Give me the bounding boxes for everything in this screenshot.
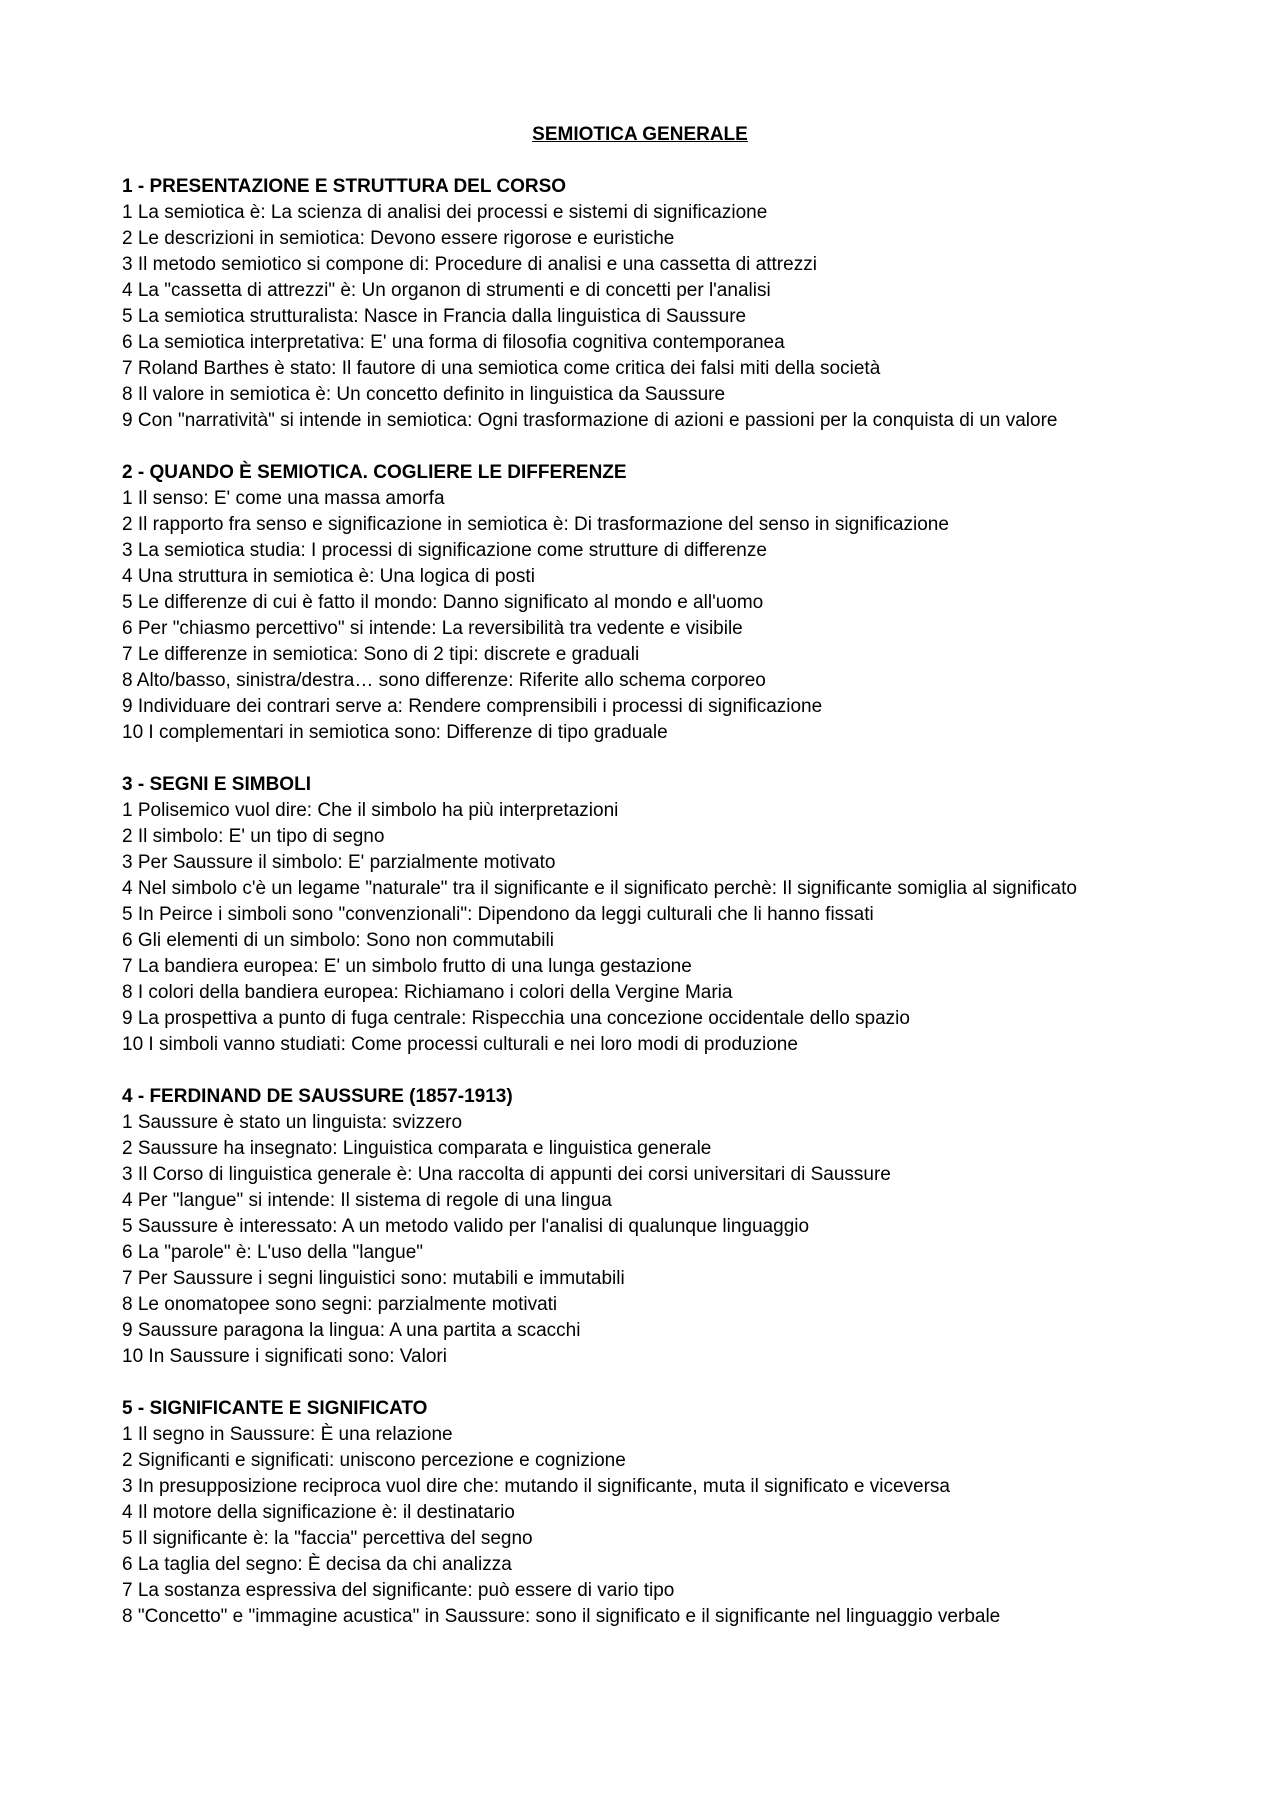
question-item: 7 Roland Barthes è stato: Il fautore di una semiotica come critica dei falsi miti della società bbox=[122, 358, 881, 379]
question-item: 6 Per "chiasmo percettivo" si intende: La reversibilità tra vedente e visibile bbox=[122, 618, 743, 639]
section-heading: 4 - FERDINAND DE SAUSSURE (1857-1913) bbox=[122, 1086, 513, 1107]
question-item: 1 Il segno in Saussure: È una relazione bbox=[122, 1424, 453, 1445]
question-item: 2 Le descrizioni in semiotica: Devono essere rigorose e euristiche bbox=[122, 228, 675, 249]
section-heading: 5 - SIGNIFICANTE E SIGNIFICATO bbox=[122, 1398, 428, 1419]
question-item: 10 I complementari in semiotica sono: Differenze di tipo graduale bbox=[122, 722, 668, 743]
question-item: 1 Il senso: E' come una massa amorfa bbox=[122, 488, 445, 509]
section-heading: 2 - QUANDO È SEMIOTICA. COGLIERE LE DIFFERENZE bbox=[122, 462, 627, 483]
section-heading: 3 - SEGNI E SIMBOLI bbox=[122, 774, 311, 795]
section-heading: 1 - PRESENTAZIONE E STRUTTURA DEL CORSO bbox=[122, 176, 567, 197]
question-item: 3 La semiotica studia: I processi di significazione come strutture di differenze bbox=[122, 540, 767, 561]
question-item: 7 Le differenze in semiotica: Sono di 2 tipi: discrete e graduali bbox=[122, 644, 640, 665]
question-item: 10 I simboli vanno studiati: Come processi culturali e nei loro modi di produzione bbox=[122, 1034, 798, 1055]
question-item: 5 Le differenze di cui è fatto il mondo: Danno significato al mondo e all'uomo bbox=[122, 592, 764, 613]
question-item: 1 La semiotica è: La scienza di analisi dei processi e sistemi di significazione bbox=[122, 202, 768, 223]
question-item: 8 Il valore in semiotica è: Un concetto definito in linguistica da Saussure bbox=[122, 384, 726, 405]
question-item: 10 In Saussure i significati sono: Valori bbox=[122, 1346, 447, 1367]
question-item: 7 La sostanza espressiva del significante: può essere di vario tipo bbox=[122, 1580, 675, 1601]
question-item: 8 Le onomatopee sono segni: parzialmente motivati bbox=[122, 1294, 558, 1315]
question-item: 3 Il metodo semiotico si compone di: Procedure di analisi e una cassetta di attrezzi bbox=[122, 254, 817, 275]
question-item: 7 La bandiera europea: E' un simbolo frutto di una lunga gestazione bbox=[122, 956, 692, 977]
question-item: 9 Con "narratività" si intende in semiotica: Ogni trasformazione di azioni e passioni per la conquista di un valore bbox=[122, 410, 1058, 431]
question-item: 4 Per "langue" si intende: Il sistema di regole di una lingua bbox=[122, 1190, 612, 1211]
question-item: 2 Il rapporto fra senso e significazione in semiotica è: Di trasformazione del senso in significazione bbox=[122, 514, 949, 535]
section-2 bbox=[122, 460, 1158, 746]
section-4 bbox=[122, 1084, 1158, 1370]
question-item: 8 "Concetto" e "immagine acustica" in Saussure: sono il significato e il significante nel linguaggio verbale bbox=[122, 1606, 1001, 1627]
question-item: 6 Gli elementi di un simbolo: Sono non commutabili bbox=[122, 930, 554, 951]
question-item: 6 La semiotica interpretativa: E' una forma di filosofia cognitiva contemporanea bbox=[122, 332, 785, 353]
question-item: 5 La semiotica strutturalista: Nasce in Francia dalla linguistica di Saussure bbox=[122, 306, 747, 327]
section-5 bbox=[122, 1396, 1158, 1630]
question-item: 3 Per Saussure il simbolo: E' parzialmente motivato bbox=[122, 852, 556, 873]
document-page bbox=[122, 122, 1158, 1656]
question-item: 9 La prospettiva a punto di fuga centrale: Rispecchia una concezione occidentale dello spazio bbox=[122, 1008, 910, 1029]
document-title: SEMIOTICA GENERALE bbox=[532, 124, 748, 145]
question-item: 5 In Peirce i simboli sono "convenzionali": Dipendono da leggi culturali che li hanno fissati bbox=[122, 904, 874, 925]
question-item: 5 Saussure è interessato: A un metodo valido per l'analisi di qualunque linguaggio bbox=[122, 1216, 810, 1237]
question-item: 6 La "parole" è: L'uso della "langue" bbox=[122, 1242, 424, 1263]
question-item: 2 Il simbolo: E' un tipo di segno bbox=[122, 826, 385, 847]
sections-container bbox=[122, 174, 1158, 1630]
question-item: 1 Saussure è stato un linguista: svizzero bbox=[122, 1112, 463, 1133]
section-1 bbox=[122, 174, 1158, 434]
question-item: 2 Significanti e significati: uniscono percezione e cognizione bbox=[122, 1450, 626, 1471]
question-item: 4 Nel simbolo c'è un legame "naturale" tra il significante e il significato perchè: Il significante somiglia al significato bbox=[122, 878, 1077, 899]
question-item: 8 I colori della bandiera europea: Richiamano i colori della Vergine Maria bbox=[122, 982, 733, 1003]
question-item: 2 Saussure ha insegnato: Linguistica comparata e linguistica generale bbox=[122, 1138, 712, 1159]
question-item: 3 Il Corso di linguistica generale è: Una raccolta di appunti dei corsi universitari di Saussure bbox=[122, 1164, 891, 1185]
question-item: 6 La taglia del segno: È decisa da chi analizza bbox=[122, 1554, 512, 1575]
question-item: 4 Una struttura in semiotica è: Una logica di posti bbox=[122, 566, 535, 587]
question-item: 4 La "cassetta di attrezzi" è: Un organon di strumenti e di concetti per l'analisi bbox=[122, 280, 771, 301]
question-item: 8 Alto/basso, sinistra/destra… sono differenze: Riferite allo schema corporeo bbox=[122, 670, 766, 691]
question-item: 7 Per Saussure i segni linguistici sono: mutabili e immutabili bbox=[122, 1268, 625, 1289]
question-item: 9 Saussure paragona la lingua: A una partita a scacchi bbox=[122, 1320, 581, 1341]
section-3 bbox=[122, 772, 1158, 1058]
question-item: 9 Individuare dei contrari serve a: Rendere comprensibili i processi di significazione bbox=[122, 696, 823, 717]
question-item: 4 Il motore della significazione è: il destinatario bbox=[122, 1502, 515, 1523]
question-item: 3 In presupposizione reciproca vuol dire che: mutando il significante, muta il significato e viceversa bbox=[122, 1476, 950, 1497]
question-item: 5 Il significante è: la "faccia" percettiva del segno bbox=[122, 1528, 533, 1549]
question-item: 1 Polisemico vuol dire: Che il simbolo ha più interpretazioni bbox=[122, 800, 619, 821]
